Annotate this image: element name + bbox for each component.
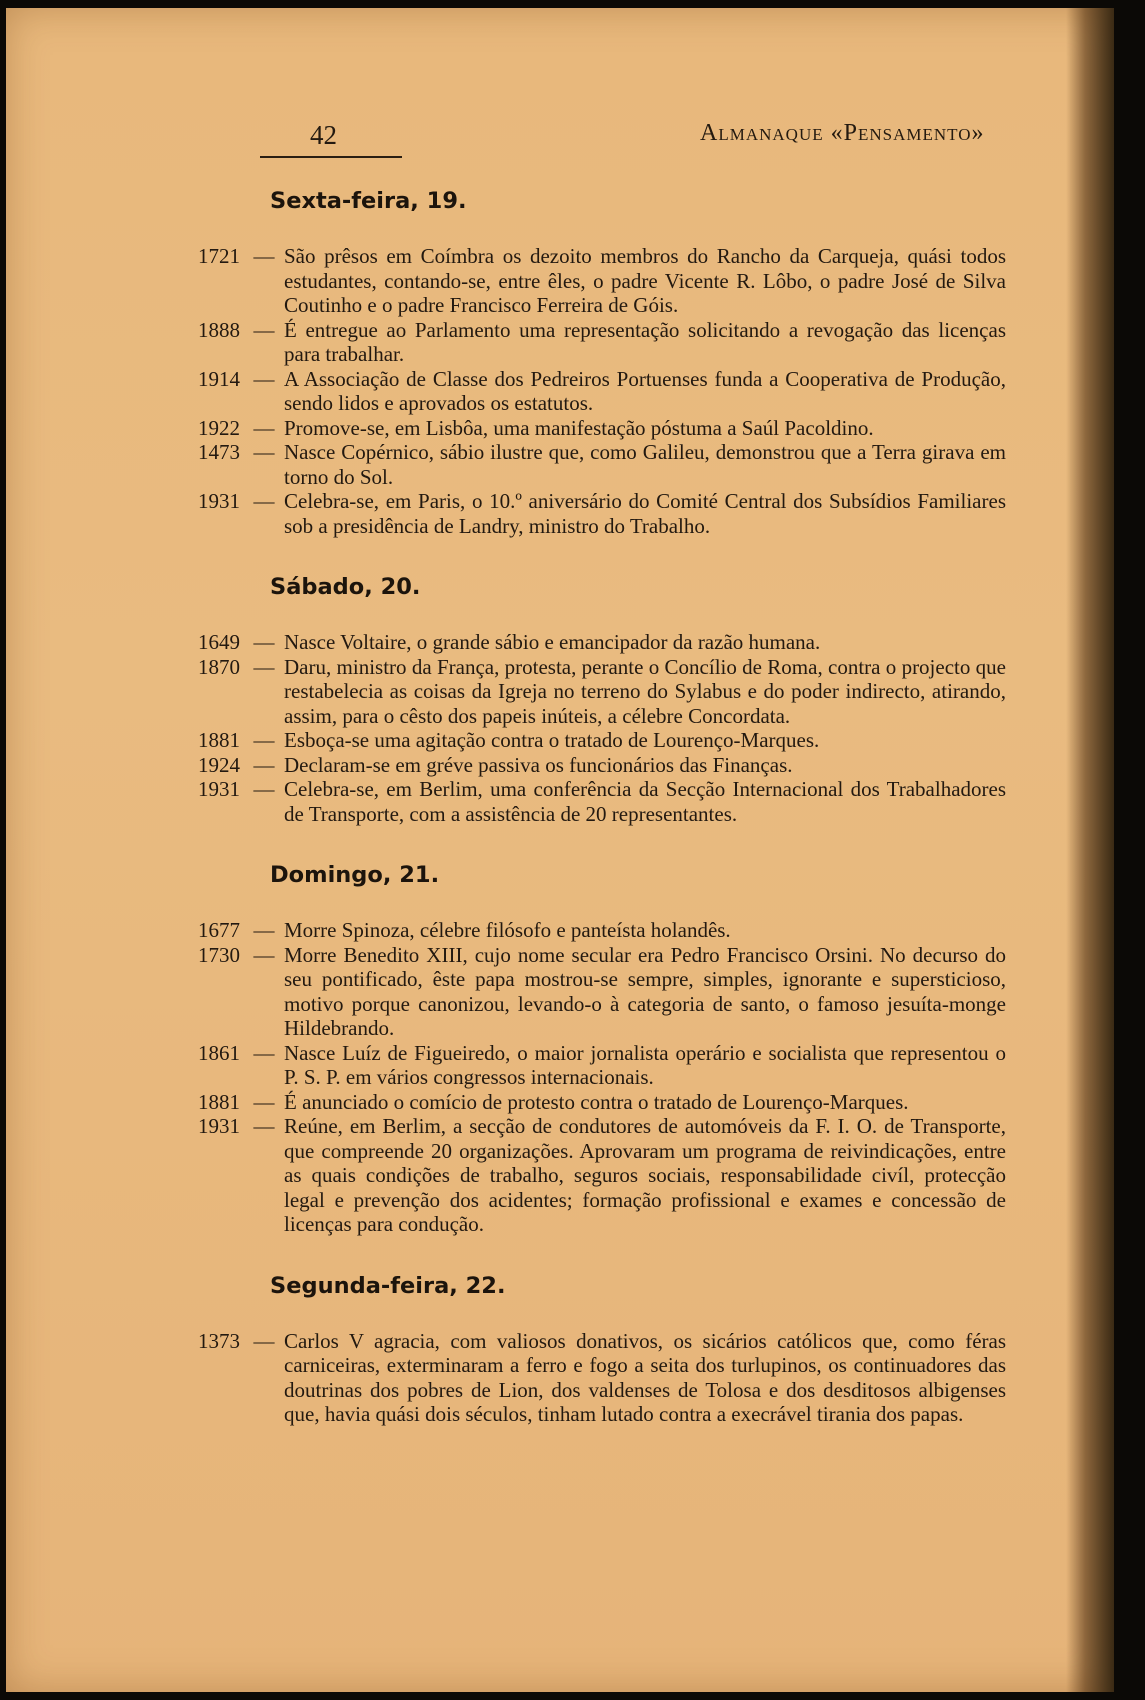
chronology-entry (198, 1090, 1006, 1115)
day-section (198, 186, 1006, 538)
entry-dash: — (253, 489, 275, 513)
chronology-entry (198, 1114, 1006, 1237)
entry-text: Nasce Voltaire, o grande sábio e emancipador da razão humana. (284, 630, 821, 654)
day-heading: Sexta-feira, 19. (270, 188, 467, 214)
entry-text: Morre Spinoza, célebre filósofo e panteísta holandês. (284, 918, 731, 942)
entry-year: 1914 (198, 366, 240, 391)
entry-dash: — (253, 1040, 275, 1065)
entry-dash: — (253, 366, 275, 391)
page-number: 42 (310, 120, 337, 150)
chronology-entry (198, 244, 1006, 318)
entry-dash: — (253, 1089, 275, 1114)
entry-dash: — (253, 415, 275, 440)
day-section (198, 1271, 1006, 1427)
entry-year: 1881 (198, 728, 240, 752)
header-rule (260, 156, 402, 158)
entry-text: Carlos V agracia, com valiosos donativos, os sicários católicos que, como féras carniceiras, exterminaram a ferro e fogo a seita dos turlupinos, os continuadores das doutrinas dos pobres de Lion, dos valdenses de Tolosa e dos desditosos albigenses que, havia quási dois séculos, tinham lutado contra a execrável tirania dos papas. (284, 1328, 1006, 1426)
entry-year: 1888 (198, 317, 240, 342)
entry-year: 1881 (198, 1089, 240, 1114)
entry-text: Morre Benedito XIII, cujo nome secular era Pedro Francisco Orsini. No decurso do seu pontificado, êste papa mostrou-se sempre, simples, ignorante e supersticioso, motivo porque canonizou, levando-o à categoria de santo, o famoso jesuíta-monge Hildebrando. (284, 942, 1006, 1040)
entry-dash: — (253, 918, 275, 942)
entry-text: Promove-se, em Lisbôa, uma manifestação póstuma a Saúl Pacoldino. (284, 415, 874, 440)
entry-year: 1931 (198, 1114, 240, 1138)
chronology-entry (198, 655, 1006, 729)
book-spine-shadow (1066, 8, 1114, 1692)
entry-dash: — (253, 654, 275, 679)
running-title: Almanaque «Pensamento» (700, 120, 985, 146)
page-content (198, 186, 1006, 1461)
page-header (6, 120, 1114, 160)
day-heading: Sábado, 20. (270, 574, 421, 600)
entry-dash: — (253, 317, 275, 342)
chronology-entry (198, 416, 1006, 441)
chronology-entry (198, 318, 1006, 367)
chronology-entry (198, 440, 1006, 489)
entry-text: É anunciado o comício de protesto contra o tratado de Lourenço-Marques. (284, 1089, 909, 1114)
chronology-entry (198, 777, 1006, 826)
entry-dash: — (253, 1114, 275, 1138)
entry-text: Nasce Luíz de Figueiredo, o maior jornalista operário e socialista que representou o P. S. P. em vários congressos internacionais. (284, 1040, 1006, 1089)
entry-text: Declaram-se em gréve passiva os funcionários das Finanças. (284, 752, 793, 777)
entry-dash: — (253, 777, 275, 801)
day-heading: Segunda-feira, 22. (270, 1272, 506, 1299)
entry-dash: — (253, 728, 275, 752)
entry-year: 1931 (198, 777, 240, 801)
entry-year: 1649 (198, 630, 240, 654)
entry-text: Celebra-se, em Paris, o 10.º aniversário do Comité Central dos Subsídios Familiares sob a presidência de Landry, ministro do Trabalho. (284, 489, 1006, 538)
chronology-entry (198, 918, 1006, 943)
entry-dash: — (253, 752, 275, 777)
entry-year: 1677 (198, 918, 240, 942)
day-heading: Domingo, 21. (270, 862, 440, 888)
entry-text: Celebra-se, em Berlim, uma conferência da Secção Internacional dos Trabalhadores de Transporte, com a assistência de 20 representantes. (284, 777, 1006, 826)
entry-dash: — (253, 1328, 275, 1353)
entry-text: Nasce Copérnico, sábio ilustre que, como Galileu, demonstrou que a Terra girava em torno do Sol. (284, 440, 1006, 489)
chronology-entry (198, 1041, 1006, 1090)
entry-text: Reúne, em Berlim, a secção de condutores de automóveis da F. I. O. de Transporte, que compreende 20 organizações. Aprovaram um programa de reivindicações, entre as quais condições de trabalho, seguros sociais, responsabilidade civíl, protecção legal e prevenção dos acidentes; formação profissional e exames e concessão de licenças para condução. (284, 1114, 1006, 1236)
chronology-entry (198, 367, 1006, 416)
entry-year: 1730 (198, 942, 240, 967)
book-page (6, 8, 1114, 1692)
entry-text: A Associação de Classe dos Pedreiros Portuenses funda a Cooperativa de Produção, sendo lidos e aprovados os estatutos. (284, 366, 1006, 415)
day-section (198, 860, 1006, 1237)
entry-year: 1922 (198, 415, 240, 440)
entry-year: 1931 (198, 489, 240, 513)
entry-text: São prêsos em Coímbra os dezoito membros do Rancho da Carqueja, quási todos estudantes, contando-se, entre êles, o padre Vicente R. Lôbo, o padre José de Silva Coutinho e o padre Francisco Ferreira de Góis. (284, 244, 1006, 317)
chronology-entry (198, 489, 1006, 538)
entry-year: 1373 (198, 1328, 240, 1353)
chronology-entry (198, 1329, 1006, 1427)
entry-year: 1861 (198, 1040, 240, 1065)
chronology-entry (198, 753, 1006, 778)
chronology-entry (198, 943, 1006, 1041)
entry-dash: — (253, 440, 275, 464)
chronology-entry (198, 630, 1006, 655)
entry-dash: — (253, 630, 275, 654)
entry-text: Daru, ministro da França, protesta, perante o Concílio de Roma, contra o projecto que restabelecia as coisas da Igreja no terreno do Sylabus e do poder indirecto, atirando, assim, para o cêsto dos papeis inúteis, a célebre Concordata. (284, 654, 1006, 728)
chronology-entry (198, 728, 1006, 753)
entry-year: 1473 (198, 440, 240, 464)
entry-year: 1721 (198, 244, 240, 268)
entry-year: 1870 (198, 654, 240, 679)
entry-text: Esboça-se uma agitação contra o tratado de Lourenço-Marques. (284, 728, 820, 752)
entry-text: É entregue ao Parlamento uma representação solicitando a revogação das licenças para trabalhar. (284, 317, 1006, 366)
entry-year: 1924 (198, 752, 240, 777)
day-section (198, 572, 1006, 826)
entry-dash: — (253, 942, 275, 967)
entry-dash: — (253, 244, 275, 268)
